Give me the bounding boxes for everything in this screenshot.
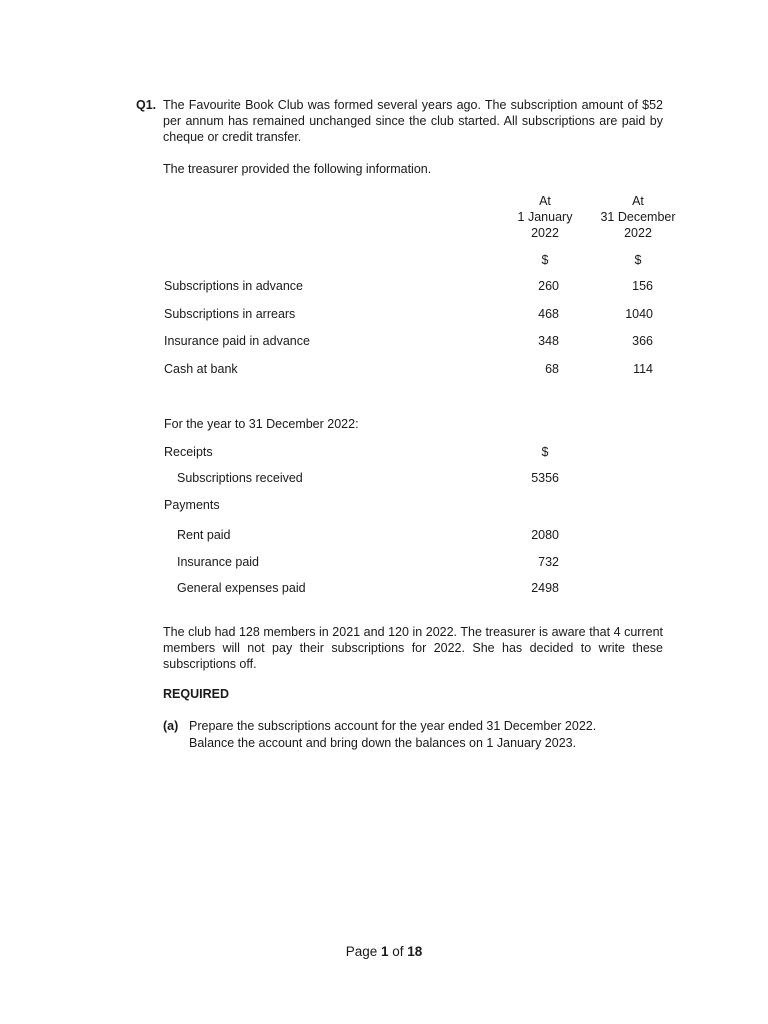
table-cell-value: 366 [632, 334, 653, 348]
table-row-label: Subscriptions in arrears [164, 307, 296, 321]
part-a-line: Balance the account and bring down the balances on 1 January 2023. [189, 736, 577, 750]
currency-symbol: $ [541, 253, 549, 267]
currency-symbol: $ [541, 445, 549, 459]
table-cell-value: 114 [633, 362, 653, 376]
footer-prefix: Page [345, 944, 381, 959]
list-item-label: General expenses paid [177, 581, 306, 595]
table-cell-value: 1040 [625, 307, 653, 321]
list-item-value: 2498 [531, 581, 559, 595]
list-item-label: Insurance paid [177, 555, 260, 569]
table-row-label: Insurance paid in advance [164, 334, 310, 348]
table-cell-value: 68 [545, 362, 559, 376]
footer-middle: of [388, 944, 408, 959]
year-heading: For the year to 31 December 2022: [164, 417, 359, 431]
column-header-line: At [539, 194, 551, 208]
table-cell-value: 468 [538, 307, 559, 321]
currency-symbol: $ [634, 253, 642, 267]
treasurer-line: The treasurer provided the following information. [163, 162, 432, 176]
table-cell-value: 260 [538, 279, 559, 293]
list-item-value: 2080 [531, 528, 559, 542]
members-note: The club had 128 members in 2021 and 120 in 2022. The treasurer is aware that 4 current members will not pay their subscriptions for 2022. She has decided to write these subscriptions off. [163, 625, 663, 671]
column-header-line: At [632, 194, 644, 208]
question-intro: The Favourite Book Club was formed several years ago. The subscription amount of $52 per annum has remained unchanged since the club started. All subscriptions are paid by cheque or credit transfer. [163, 98, 663, 144]
page-footer [0, 944, 768, 960]
list-item-label: Subscriptions received [177, 471, 303, 485]
current-page-number: 1 [380, 944, 389, 959]
total-pages-number: 18 [407, 944, 423, 959]
question-number: Q1. [136, 98, 157, 112]
table-cell-value: 156 [632, 279, 653, 293]
list-item-label: Rent paid [177, 528, 231, 542]
table-row-label: Subscriptions in advance [164, 279, 303, 293]
column-header-31-december [583, 193, 693, 241]
column-header-line: 2022 [624, 226, 652, 240]
table-cell-value: 348 [538, 334, 559, 348]
column-header-line: 1 January [517, 210, 573, 224]
column-header-line: 31 December [600, 210, 676, 224]
payments-label: Payments [164, 498, 220, 512]
part-a-label: (a) [163, 719, 179, 733]
list-item-value: 5356 [531, 471, 559, 485]
table-row-label: Cash at bank [164, 362, 238, 376]
required-heading: REQUIRED [163, 687, 229, 701]
part-a-line: Prepare the subscriptions account for the year ended 31 December 2022. [189, 719, 597, 733]
column-header-line: 2022 [531, 226, 559, 240]
receipts-label: Receipts [164, 445, 213, 459]
list-item-value: 732 [538, 555, 559, 569]
